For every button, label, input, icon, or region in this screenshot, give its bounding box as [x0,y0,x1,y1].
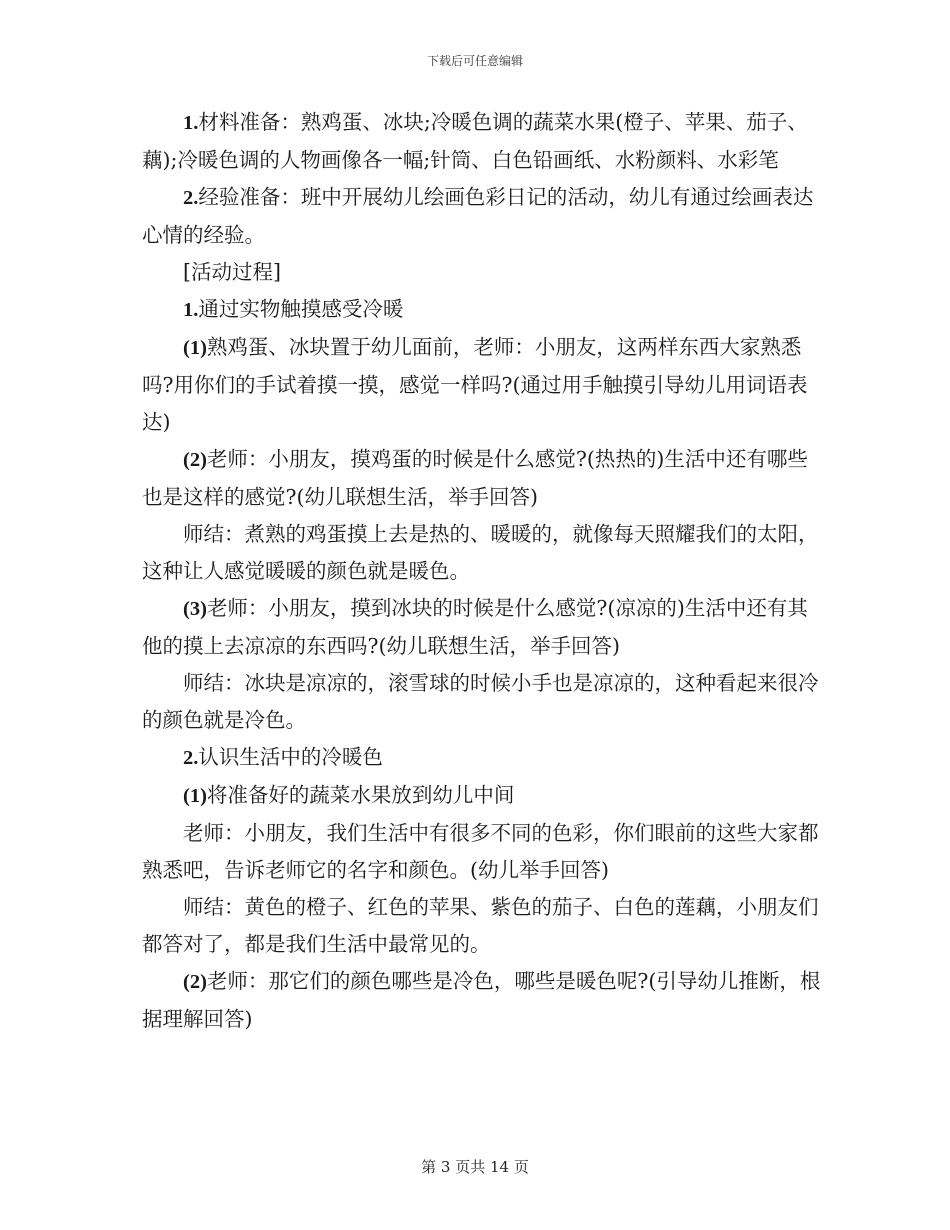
paragraph-text: 老师：小朋友，摸鸡蛋的时候是什么感觉?(热热的)生活中还有哪些也是这样的感觉?(幼儿联想生活，举手回答) [142,447,808,509]
paragraph [142,777,822,815]
subsection-heading [142,739,822,777]
paragraph-text: 师结：煮熟的鸡蛋摸上去是热的、暖暖的，就像每天照耀我们的太阳，这种让人感觉暖暖的颜色就是暖色。 [142,522,819,583]
paragraph-number: (2) [183,971,207,993]
section-heading [142,254,822,291]
subsection-heading [142,291,822,329]
paragraph [142,963,822,1038]
paragraph-text: 老师：那它们的颜色哪些是冷色，哪些是暖色呢?(引导幼儿推断，根据理解回答) [142,969,821,1031]
paragraph-text: 师结：黄色的橙子、红色的苹果、紫色的茄子、白色的莲藕，小朋友们都答对了，都是我们生活中最常见的。 [142,895,819,956]
paragraph-text: 老师：小朋友，摸到冰块的时候是什么感觉?(凉凉的)生活中还有其他的摸上去凉凉的东西吗?(幼儿联想生活，举手回答) [142,596,808,658]
paragraph [142,590,822,665]
paragraph [142,889,822,963]
page-header: 下载后可任意编辑 [426,54,523,68]
paragraph-number: (2) [183,449,207,471]
paragraph [142,516,822,590]
paragraph-number: (1) [183,785,207,807]
paragraph-number: 2. [183,747,199,769]
paragraph-text: 经验准备：班中开展幼儿绘画色彩日记的活动，幼儿有通过绘画表达心情的经验。 [142,185,814,247]
page-footer: 第 3 页共 14 页 [421,1158,529,1176]
paragraph-text: 老师：小朋友，我们生活中有很多不同的色彩，你们眼前的这些大家都熟悉吧，告诉老师它的名字和颜色。(幼儿举手回答) [142,821,819,882]
paragraph [142,329,822,441]
paragraph-number: 1. [183,299,199,321]
paragraph-text: 师结：冰块是凉凉的，滚雪球的时候小手也是凉凉的，这种看起来很冷的颜色就是冷色。 [142,671,819,732]
paragraph-number: 2. [183,187,199,209]
paragraph-number: 1. [183,112,199,134]
paragraph [142,104,822,179]
paragraph-text: 材料准备：熟鸡蛋、冰块;冷暖色调的蔬菜水果(橙子、苹果、茄子、藕);冷暖色调的人物画像各一幅;针筒、白色铅画纸、水粉颜料、水彩笔 [142,110,808,172]
paragraph-text: 认识生活中的冷暖色 [198,745,383,769]
paragraph [142,665,822,739]
paragraph-number: (3) [183,598,207,620]
document-body [142,104,822,1038]
paragraph-text: 熟鸡蛋、冰块置于幼儿面前，老师：小朋友，这两样东西大家熟悉吗?用你们的手试着摸一摸，感觉一样吗?(通过用手触摸引导幼儿用词语表达) [142,335,808,434]
paragraph [142,815,822,889]
paragraph-number: (1) [183,337,207,359]
paragraph-text: [活动过程] [183,260,281,284]
paragraph-text: 将准备好的蔬菜水果放到幼儿中间 [206,783,515,807]
paragraph [142,441,822,516]
paragraph [142,179,822,254]
paragraph-text: 通过实物触摸感受冷暖 [198,297,404,321]
